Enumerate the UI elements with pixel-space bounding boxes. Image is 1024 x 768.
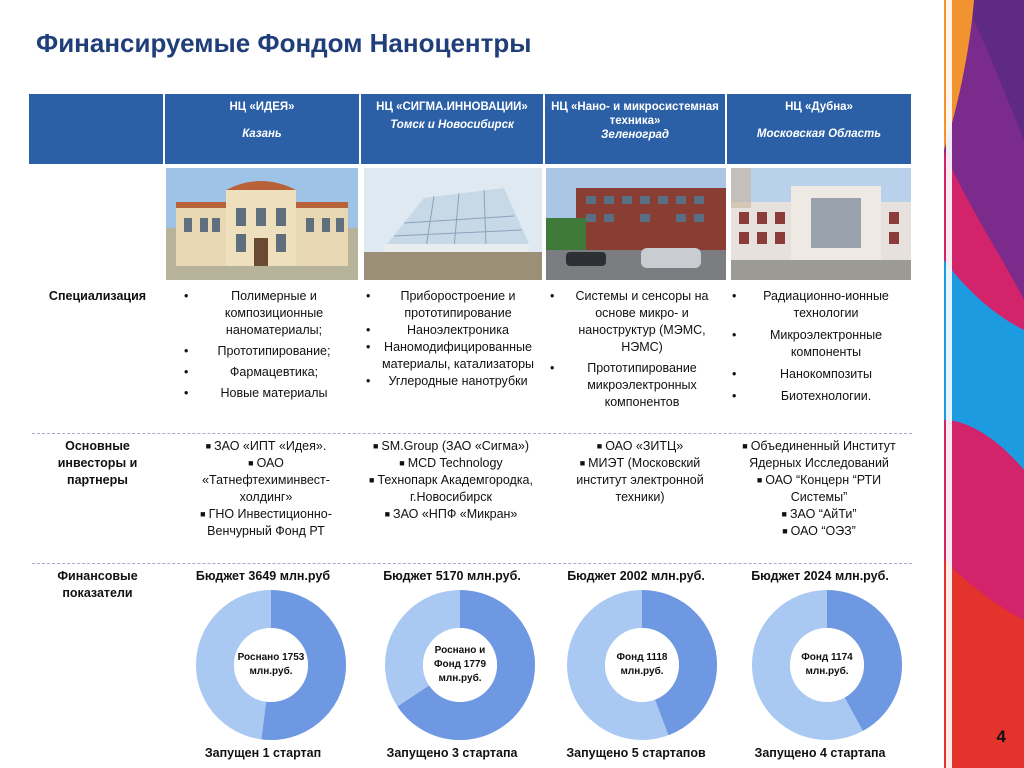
list-item: • Приборостроение и прототипирование: [362, 288, 538, 322]
investors-cell-1: [184, 438, 348, 540]
donut-chart-3: [567, 590, 717, 740]
photo-idea-building: [166, 168, 358, 280]
list-item: ■ SM.Group (ЗАО «Сигма»): [372, 439, 530, 453]
investors-cell-4: [740, 438, 898, 540]
list-item: ■ ЗАО “АйТи”: [781, 507, 857, 521]
budget-label-4: Бюджет 2024 млн.руб.: [751, 569, 889, 583]
row-label-specialization: Специализация: [48, 289, 147, 303]
budget-label-1: Бюджет 3649 млн.руб: [195, 569, 331, 583]
list-item: • Наноэлектроника: [362, 322, 538, 339]
donut-chart-1: [196, 590, 346, 740]
startups-label-4: Запущено 4 стартапа: [754, 746, 886, 760]
list-item: ■ Технопарк Академгородка, г.Новосибирск: [369, 473, 533, 504]
list-item: ■ ОАО «ЗИТЦ»: [596, 439, 684, 453]
header-center-3: [545, 94, 727, 164]
specialization-cell-2: [362, 288, 538, 390]
list-item: ■ МИЭТ (Московский институт электронной техники): [576, 456, 704, 504]
center-city: Томск и Новосибирск: [390, 119, 514, 131]
startups-label-3: Запущено 5 стартапов: [566, 746, 706, 760]
list-item: • Прототипирование;: [180, 343, 352, 360]
list-item: ■ MCD Technology: [399, 456, 503, 470]
budget-label-3: Бюджет 2002 млн.руб.: [567, 569, 705, 583]
header-empty-cell: [29, 94, 165, 164]
list-item: • Системы и сенсоры на основе микро- и наноструктур (МЭМС, НЭМС): [546, 288, 722, 356]
investors-cell-3: [556, 438, 724, 506]
list-item: ■ ЗАО «ИПТ «Идея».: [205, 439, 327, 453]
row-label-investors: Основные инвесторы и партнеры: [57, 439, 138, 487]
list-item: • Новые материалы: [180, 385, 352, 402]
donut-label: Фонд 1174 млн.руб.: [801, 652, 853, 677]
list-item: • Наномодифицированные материалы, катализаторы: [362, 339, 538, 373]
donut-label: Роснано и Фонд 1779 млн.руб.: [433, 645, 487, 684]
center-city: Казань: [242, 128, 282, 140]
center-city: Московская Область: [756, 128, 882, 140]
list-item: • Полимерные и композиционные наноматериалы;: [180, 288, 352, 339]
budget-label-2: Бюджет 5170 млн.руб.: [383, 569, 521, 583]
row-divider: [32, 433, 912, 434]
donut-label: Роснано 1753 млн.руб.: [237, 652, 305, 677]
center-name: НЦ «Нано- и микросистемная техника»: [551, 101, 719, 127]
donut-label: Фонд 1118 млн.руб.: [616, 652, 668, 677]
donut-chart-2: [385, 590, 535, 740]
list-item: ■ Объединенный Институт Ядерных Исследований: [742, 439, 896, 470]
list-item: ■ ЗАО «НПФ «Микран»: [384, 507, 518, 521]
list-item: ■ ОАО «Татнефтехиминвест-холдинг»: [202, 456, 330, 504]
center-city: Зеленоград: [601, 129, 669, 141]
specialization-cell-3: [546, 288, 722, 411]
center-name: НЦ «СИГМА.ИННОВАЦИИ»: [376, 101, 528, 113]
photo-dubna-building: [731, 168, 911, 280]
header-center-2: [361, 94, 545, 164]
specialization-cell-4: [728, 288, 908, 405]
list-item: • Углеродные нанотрубки: [362, 373, 538, 390]
list-item: • Нанокомпозиты: [728, 366, 908, 383]
donut-chart-4: [752, 590, 902, 740]
page-number: 4: [996, 727, 1006, 746]
photo-sigma-building: [364, 168, 542, 280]
header-center-1: [165, 94, 361, 164]
list-item: • Микроэлектронные компоненты: [728, 327, 908, 361]
center-name: НЦ «ИДЕЯ»: [229, 101, 295, 113]
investors-cell-2: [368, 438, 534, 523]
list-item: ■ ОАО “Концерн “РТИ Системы”: [756, 473, 882, 504]
startups-label-2: Запущено 3 стартапа: [386, 746, 518, 760]
startups-label-1: Запущен 1 стартап: [204, 746, 322, 760]
center-name: НЦ «Дубна»: [785, 101, 853, 113]
list-item: • Биотехнологии.: [728, 388, 908, 405]
row-divider: [32, 563, 912, 564]
photo-zelenograd-building: [546, 168, 726, 280]
header-center-4: [727, 94, 911, 164]
list-item: • Фармацевтика;: [180, 364, 352, 381]
table-header: [29, 94, 911, 164]
page-title: Финансируемые Фондом Наноцентры: [36, 28, 532, 58]
row-label-finance: Финансовые показатели: [57, 569, 138, 600]
list-item: ■ ОАО “ОЭЗ”: [782, 524, 856, 538]
list-item: • Радиационно-ионные технологии: [728, 288, 908, 322]
decorative-stripe: [944, 0, 1024, 768]
list-item: ■ ГНО Инвестиционно-Венчурный Фонд РТ: [200, 507, 332, 538]
list-item: • Прототипирование микроэлектронных компонентов: [546, 360, 722, 411]
specialization-cell-1: [180, 288, 352, 402]
